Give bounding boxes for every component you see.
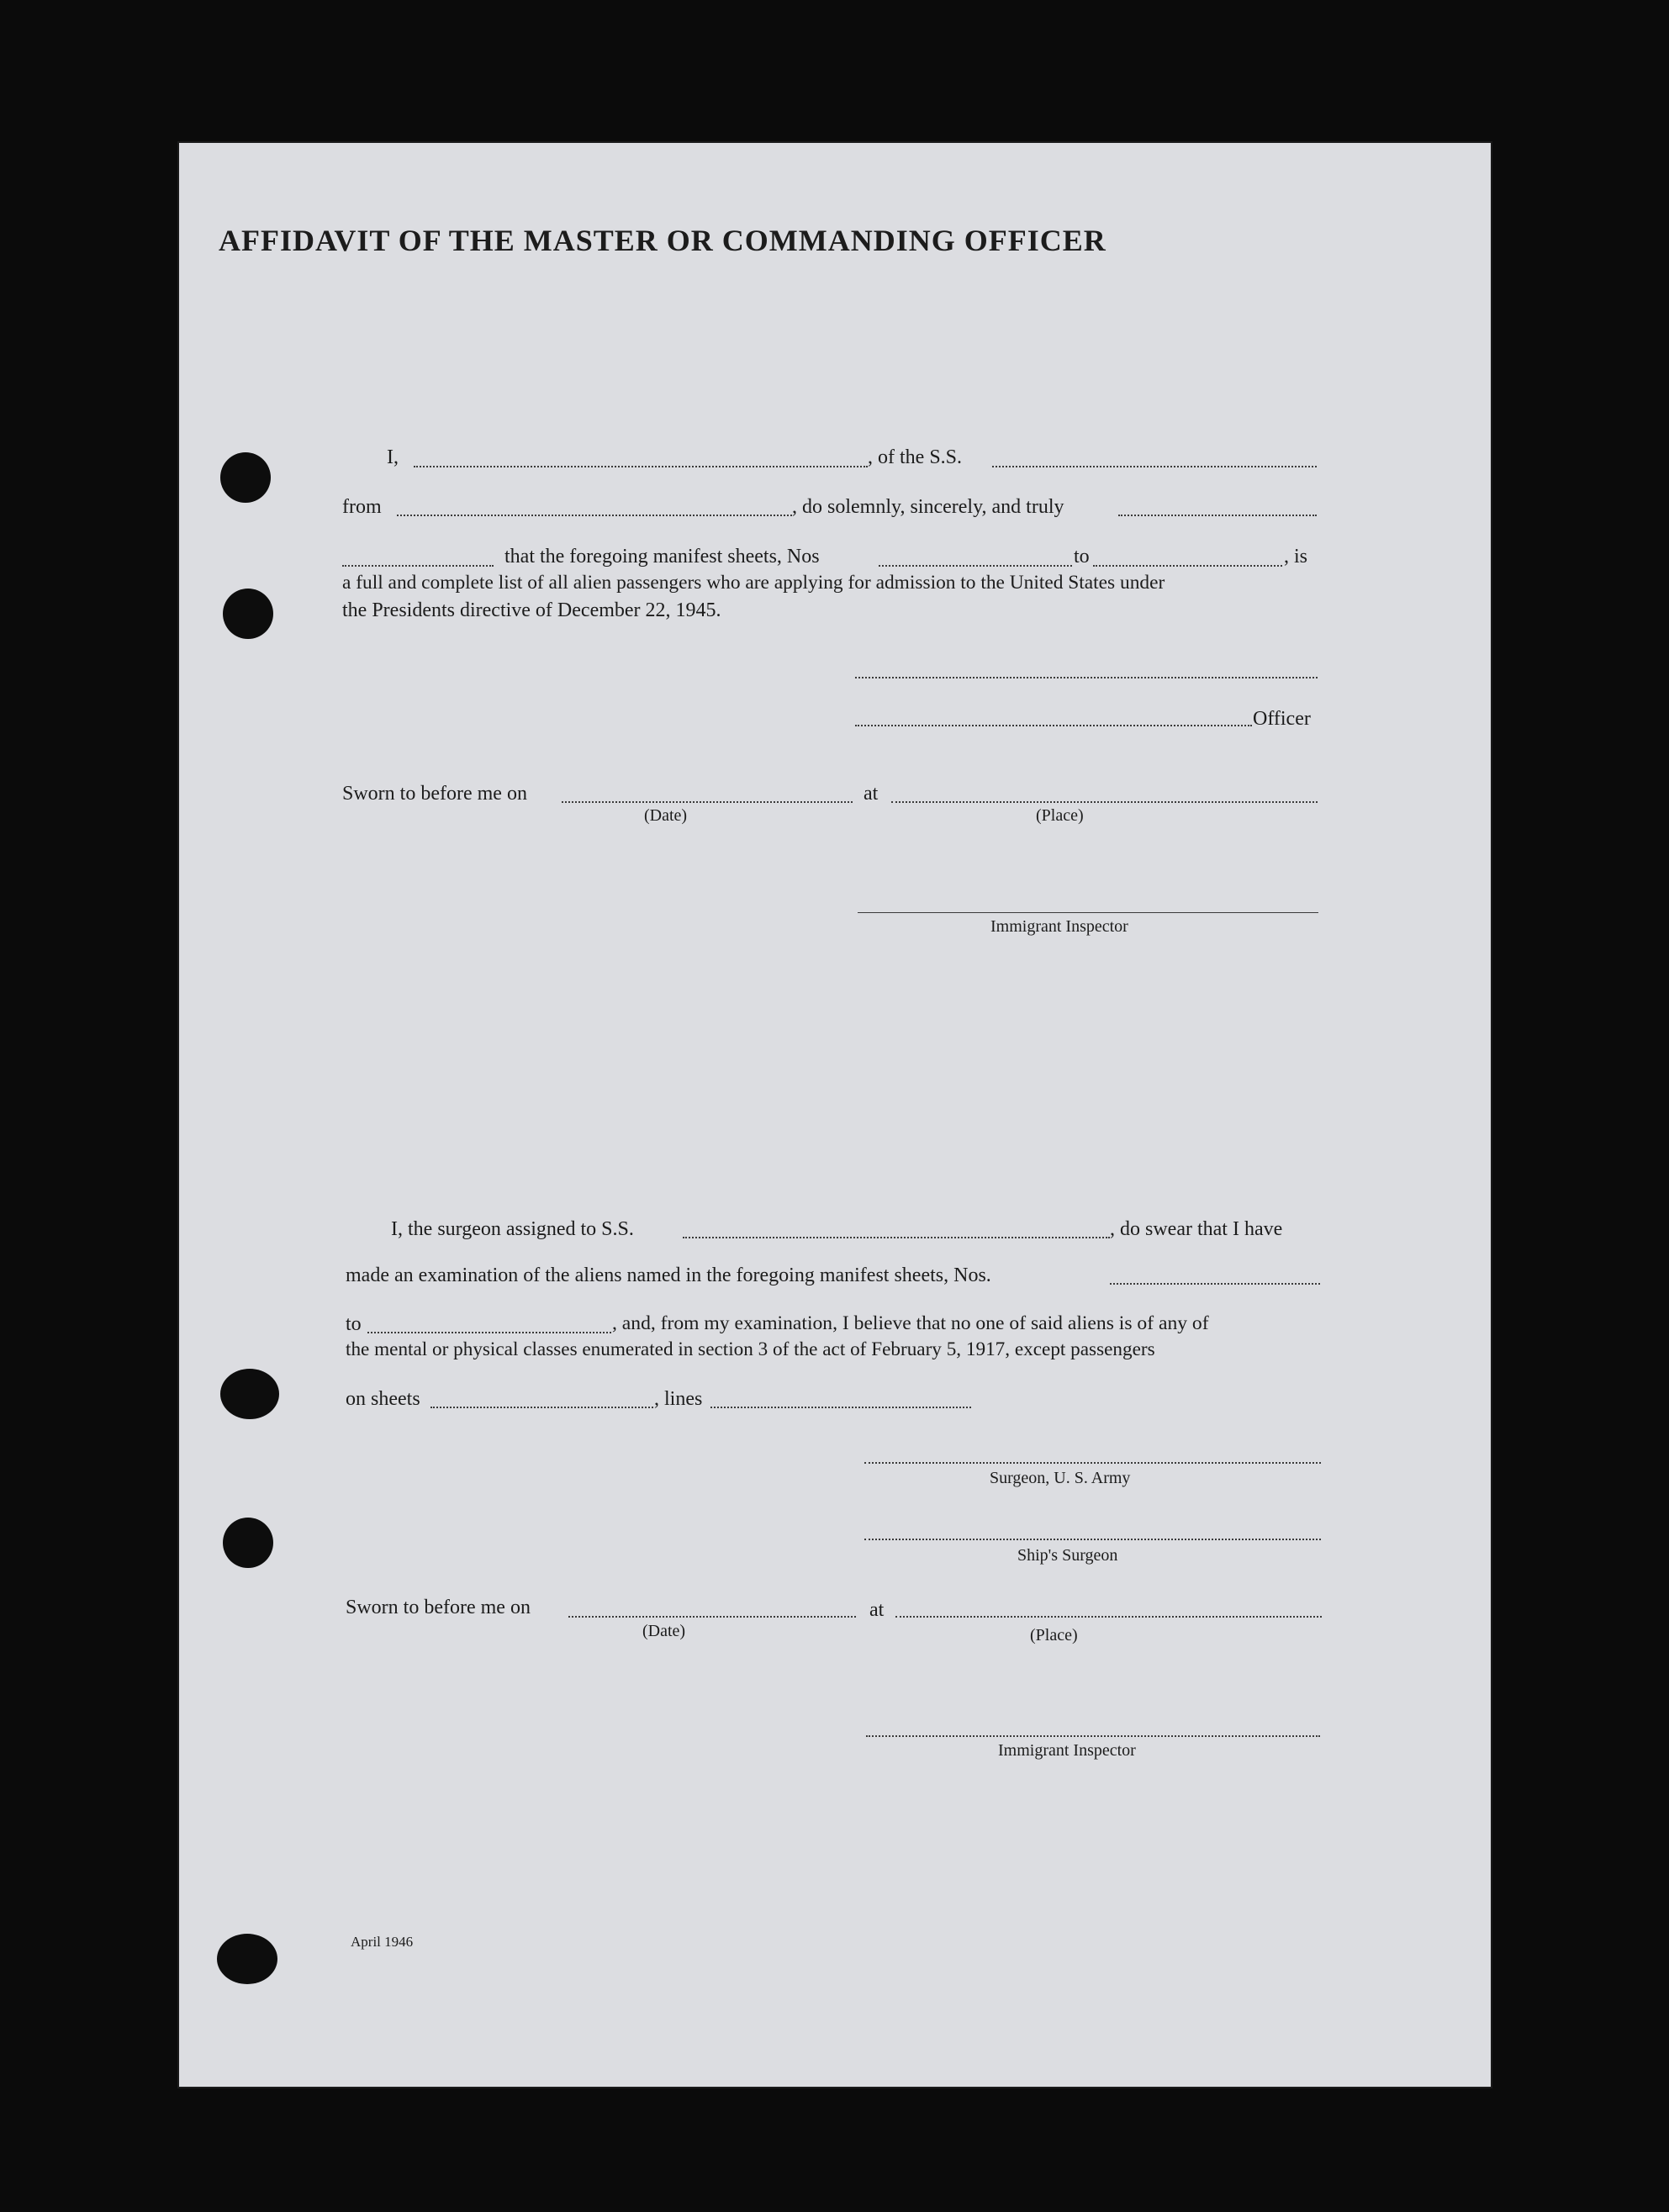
affidavit-line4: a full and complete list of all alien passengers who are applying for admission to the United States under [342, 572, 1165, 594]
affidavit-line2-mid: , do solemnly, sincerely, and truly [792, 496, 1064, 518]
affidavit-date-caption: (Date) [644, 806, 688, 825]
ship-surgeon-label: Ship's Surgeon [1017, 1546, 1118, 1565]
form-date: April 1946 [351, 1934, 414, 1950]
master-name-field[interactable] [414, 466, 868, 467]
affidavit-place-caption: (Place) [1036, 806, 1084, 825]
affidavit-line3-to: to [1074, 546, 1090, 568]
surgeon-ship-field[interactable] [683, 1237, 1110, 1238]
army-surgeon-signature-line[interactable] [864, 1462, 1321, 1464]
ship-surgeon-signature-line[interactable] [864, 1539, 1321, 1540]
from-field[interactable] [397, 515, 792, 516]
surgeon-date-caption: (Date) [642, 1622, 686, 1640]
surgeon-place-caption: (Place) [1030, 1626, 1078, 1644]
surgeon-manifest-to-field[interactable] [367, 1332, 611, 1333]
surgeon-inspector-line[interactable] [866, 1735, 1320, 1737]
punch-hole [223, 1518, 273, 1568]
surgeon-at-label: at [869, 1599, 885, 1621]
surgeon-line5-mid: , lines [654, 1388, 703, 1410]
punch-hole [220, 452, 271, 503]
affidavit-line1-mid: , of the S.S. [868, 446, 963, 468]
surgeon-sworn-label: Sworn to before me on [346, 1597, 531, 1618]
army-surgeon-label: Surgeon, U. S. Army [990, 1469, 1131, 1487]
affidavit-line2-start: from [342, 496, 382, 518]
surgeon-sworn-place-field[interactable] [895, 1616, 1322, 1618]
affidavit-at-label: at [864, 783, 879, 805]
affidavit-sworn-date-field[interactable] [562, 801, 853, 803]
affidavit-sworn-place-field[interactable] [891, 801, 1318, 803]
punch-hole [223, 589, 273, 639]
affidavit-line3-end: , is [1284, 546, 1308, 568]
surgeon-lines-field[interactable] [710, 1407, 971, 1408]
surgeon-manifest-from-field[interactable] [1110, 1283, 1320, 1285]
oath-field[interactable] [1118, 515, 1317, 516]
swear-field[interactable] [342, 565, 494, 567]
punch-hole [217, 1934, 277, 1984]
affidavit-inspector-line[interactable] [858, 912, 1318, 913]
affidavit-inspector-label: Immigrant Inspector [990, 917, 1128, 936]
affidavit-sworn-label: Sworn to before me on [342, 783, 527, 805]
officer-title-line[interactable] [855, 725, 1252, 726]
manifest-to-field[interactable] [1093, 565, 1282, 567]
surgeon-line2: made an examination of the aliens named in the foregoing manifest sheets, Nos. [346, 1264, 991, 1286]
surgeon-line1-end: , do swear that I have [1110, 1218, 1283, 1240]
surgeon-line5-start: on sheets [346, 1388, 420, 1410]
surgeon-inspector-label: Immigrant Inspector [998, 1741, 1136, 1760]
ship-name-field[interactable] [992, 466, 1317, 467]
form-page [179, 143, 1491, 2087]
affidavit-line3-mid: that the foregoing manifest sheets, Nos [504, 546, 820, 568]
affidavit-line1-start: I, [387, 446, 399, 468]
surgeon-line4: the mental or physical classes enumerated in section 3 of the act of February 5, 1917, except passengers [346, 1338, 1155, 1360]
surgeon-line1-start: I, the surgeon assigned to S.S. [391, 1218, 634, 1240]
surgeon-sworn-date-field[interactable] [568, 1616, 856, 1618]
form-title: AFFIDAVIT OF THE MASTER OR COMMANDING OFFICER [219, 224, 1107, 257]
affidavit-line5: the Presidents directive of December 22, 1945. [342, 599, 721, 621]
manifest-from-field[interactable] [879, 565, 1072, 567]
surgeon-line3-start: to [346, 1313, 362, 1335]
punch-hole [220, 1369, 279, 1419]
officer-label: Officer [1253, 708, 1311, 730]
surgeon-sheets-field[interactable] [430, 1407, 653, 1408]
surgeon-line3-end: , and, from my examination, I believe that no one of said aliens is of any of [612, 1312, 1209, 1334]
officer-signature-line[interactable] [855, 677, 1318, 678]
